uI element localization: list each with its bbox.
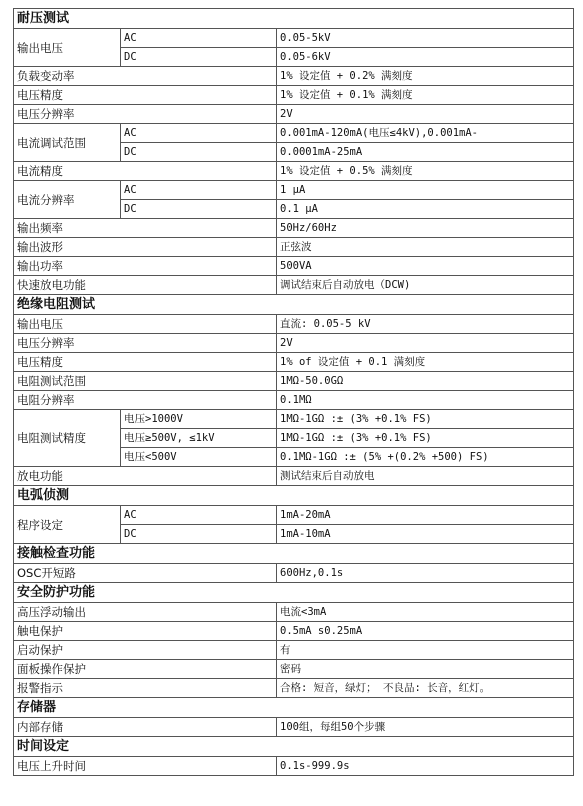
section-header-row <box>14 698 574 718</box>
spec-row <box>14 219 574 238</box>
spec-value: 2V <box>277 334 574 353</box>
spec-label: 输出频率 <box>14 219 277 238</box>
spec-label: 电阻测试范围 <box>14 372 277 391</box>
spec-label: 放电功能 <box>14 467 277 486</box>
section-title: 安全防护功能 <box>14 583 574 603</box>
spec-row <box>14 105 574 124</box>
spec-row <box>14 372 574 391</box>
spec-value: 600Hz,0.1s <box>277 564 574 583</box>
spec-value: 500VA <box>277 257 574 276</box>
spec-value: 100组，每组50个步骤 <box>277 718 574 737</box>
spec-value: 1 μA <box>277 181 574 200</box>
spec-value: 密码 <box>277 660 574 679</box>
spec-value: 1MΩ-1GΩ :± (3% +0.1% FS) <box>277 410 574 429</box>
spec-row <box>14 29 574 48</box>
spec-label: 电流调试范围 <box>14 124 121 162</box>
spec-row <box>14 124 574 143</box>
spec-label: 报警指示 <box>14 679 277 698</box>
spec-table <box>13 8 574 776</box>
spec-row <box>14 506 574 525</box>
spec-row <box>14 238 574 257</box>
spec-row <box>14 86 574 105</box>
spec-sub-label: AC <box>121 29 277 48</box>
spec-row <box>14 391 574 410</box>
spec-value: 1MΩ-1GΩ :± (3% +0.1% FS) <box>277 429 574 448</box>
section-header-row <box>14 295 574 315</box>
spec-value: 1% of 设定值 + 0.1 满刻度 <box>277 353 574 372</box>
spec-label: 输出电压 <box>14 29 121 67</box>
spec-value: 0.1 μA <box>277 200 574 219</box>
spec-value: 1% 设定值 + 0.2% 满刻度 <box>277 67 574 86</box>
section-title: 耐压测试 <box>14 9 574 29</box>
spec-label: 输出电压 <box>14 315 277 334</box>
spec-sub-label: AC <box>121 506 277 525</box>
spec-row <box>14 564 574 583</box>
section-title: 时间设定 <box>14 737 574 757</box>
spec-label: 快速放电功能 <box>14 276 277 295</box>
spec-label: 电压精度 <box>14 86 277 105</box>
section-title: 电弧侦测 <box>14 486 574 506</box>
spec-value: 1MΩ-50.0GΩ <box>277 372 574 391</box>
spec-label: 电流精度 <box>14 162 277 181</box>
section-title: 接触检查功能 <box>14 544 574 564</box>
spec-row <box>14 467 574 486</box>
spec-label: 电阻分辨率 <box>14 391 277 410</box>
spec-label: 触电保护 <box>14 622 277 641</box>
spec-sub-label: DC <box>121 525 277 544</box>
spec-label: 程序设定 <box>14 506 121 544</box>
section-header-row <box>14 9 574 29</box>
spec-sub-label: AC <box>121 124 277 143</box>
spec-value: 2V <box>277 105 574 124</box>
spec-value: 0.1MΩ-1GΩ :± (5% +(0.2% +500) FS) <box>277 448 574 467</box>
spec-value: 0.05-5kV <box>277 29 574 48</box>
spec-value: 1% 设定值 + 0.1% 满刻度 <box>277 86 574 105</box>
spec-row <box>14 334 574 353</box>
spec-row <box>14 641 574 660</box>
spec-row <box>14 181 574 200</box>
spec-value: 0.5mA s0.25mA <box>277 622 574 641</box>
spec-row <box>14 622 574 641</box>
spec-row <box>14 162 574 181</box>
spec-label: 负载变动率 <box>14 67 277 86</box>
spec-value: 0.1MΩ <box>277 391 574 410</box>
spec-row <box>14 757 574 776</box>
spec-value: 0.0001mA-25mA <box>277 143 574 162</box>
spec-sub-label: 电压≥500V, ≤1kV <box>121 429 277 448</box>
section-header-row <box>14 486 574 506</box>
spec-table-body <box>14 9 574 776</box>
spec-label: 面板操作保护 <box>14 660 277 679</box>
spec-sub-label: 电压<500V <box>121 448 277 467</box>
spec-sub-label: 电压>1000V <box>121 410 277 429</box>
spec-value: 合格: 短音，绿灯； 不良品: 长音，红灯。 <box>277 679 574 698</box>
spec-sub-label: DC <box>121 143 277 162</box>
spec-row <box>14 67 574 86</box>
spec-label: 电压上升时间 <box>14 757 277 776</box>
spec-row <box>14 353 574 372</box>
spec-value: 电流<3mA <box>277 603 574 622</box>
spec-value: 测试结束后自动放电 <box>277 467 574 486</box>
spec-value: 有 <box>277 641 574 660</box>
spec-label: 电阻测试精度 <box>14 410 121 467</box>
spec-value: 0.05-6kV <box>277 48 574 67</box>
spec-value: 50Hz/60Hz <box>277 219 574 238</box>
spec-value: 直流: 0.05-5 kV <box>277 315 574 334</box>
spec-value: 1mA-10mA <box>277 525 574 544</box>
spec-label: 高压浮动输出 <box>14 603 277 622</box>
spec-row <box>14 660 574 679</box>
spec-row <box>14 257 574 276</box>
section-header-row <box>14 583 574 603</box>
section-header-row <box>14 544 574 564</box>
spec-row <box>14 276 574 295</box>
spec-label: 电流分辨率 <box>14 181 121 219</box>
spec-value: 1mA-20mA <box>277 506 574 525</box>
spec-label: 输出功率 <box>14 257 277 276</box>
section-header-row <box>14 737 574 757</box>
spec-label: OSC开短路 <box>14 564 277 583</box>
spec-label: 内部存储 <box>14 718 277 737</box>
spec-sub-label: DC <box>121 48 277 67</box>
spec-sub-label: DC <box>121 200 277 219</box>
spec-value: 调试结束后自动放电（DCW) <box>277 276 574 295</box>
spec-sub-label: AC <box>121 181 277 200</box>
spec-row <box>14 410 574 429</box>
spec-value: 0.001mA-120mA(电压≤4kV),0.001mA- <box>277 124 574 143</box>
spec-label: 电压分辨率 <box>14 105 277 124</box>
spec-label: 输出波形 <box>14 238 277 257</box>
spec-row <box>14 315 574 334</box>
spec-label: 启动保护 <box>14 641 277 660</box>
spec-value: 1% 设定值 + 0.5% 满刻度 <box>277 162 574 181</box>
spec-label: 电压分辨率 <box>14 334 277 353</box>
spec-row <box>14 679 574 698</box>
spec-row <box>14 603 574 622</box>
spec-value: 0.1s-999.9s <box>277 757 574 776</box>
section-title: 存储器 <box>14 698 574 718</box>
spec-value: 正弦波 <box>277 238 574 257</box>
spec-row <box>14 718 574 737</box>
section-title: 绝缘电阻测试 <box>14 295 574 315</box>
spec-label: 电压精度 <box>14 353 277 372</box>
